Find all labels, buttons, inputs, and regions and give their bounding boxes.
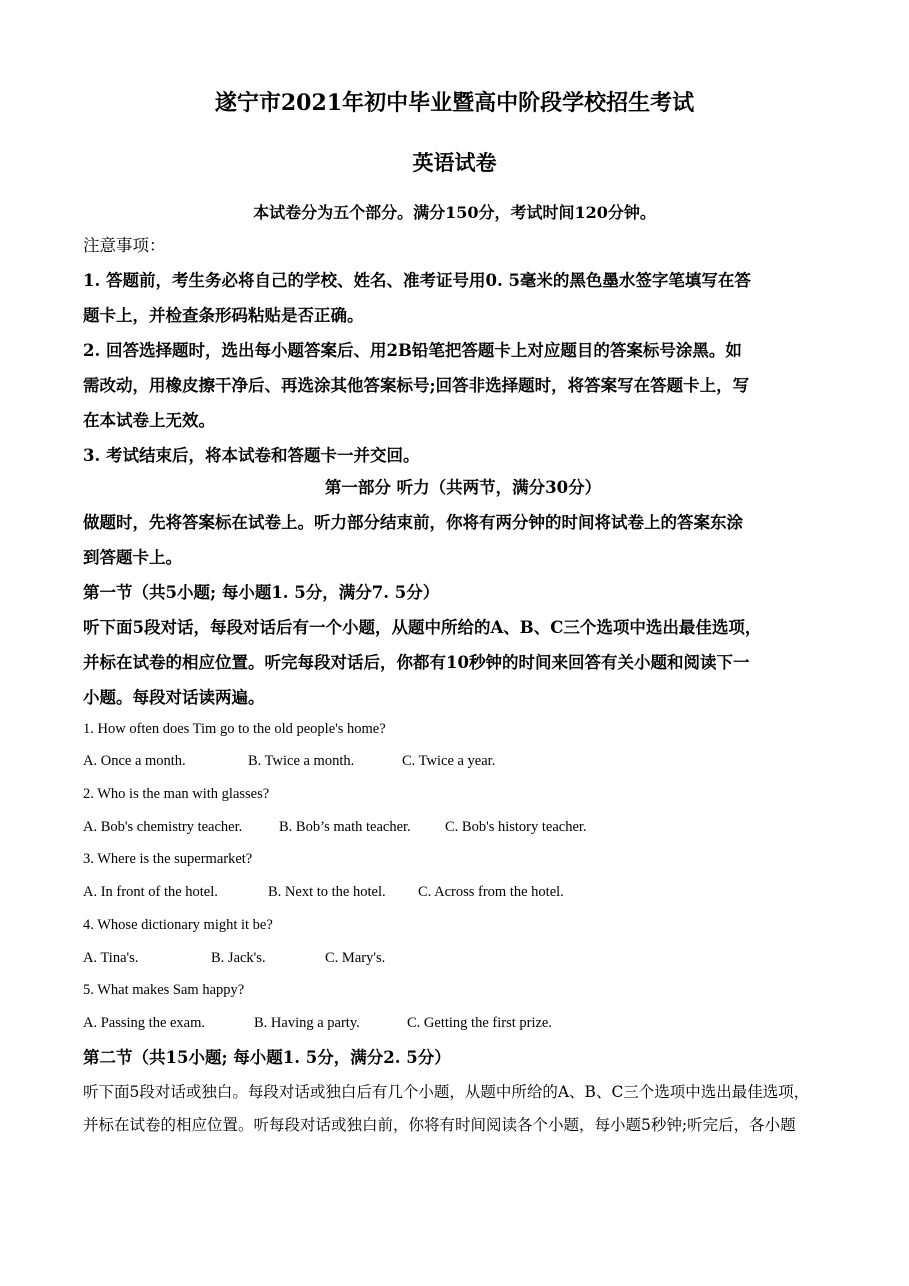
option-c: C. Across from the hotel.: [418, 884, 564, 900]
option-a: A. Once a month.: [83, 753, 186, 769]
option-a: A. Bob's chemistry teacher.: [83, 819, 243, 835]
option-b: B. Having a party.: [254, 1015, 360, 1031]
exam-summary: 本试卷分为五个部分。满分150分，考试时间120分钟。: [253, 203, 656, 222]
section2-instruction: 并标在试卷的相应位置。听每段对话或独白前，你将有时间阅读各个小题，每小题5秒钟;听完后，各小题: [83, 1116, 796, 1134]
section1-instruction: 听下面5段对话，每段对话后有一个小题，从题中所给的A、B、C三个选项中选出最佳选项，: [83, 618, 762, 637]
option-a: A. Tina's.: [83, 950, 139, 966]
notes-line: 1. 答题前，考生务必将自己的学校、姓名、准考证号用0. 5毫米的黑色墨水签字笔填写在答: [83, 271, 751, 290]
option-c: C. Bob's history teacher.: [445, 819, 587, 835]
option-b: B. Next to the hotel.: [268, 884, 386, 900]
section2-instruction: 听下面5段对话或独白。每段对话或独白后有几个小题，从题中所给的A、B、C三个选项中选出最佳选项，: [83, 1083, 810, 1101]
option-b: B. Jack's.: [211, 950, 266, 966]
part1-instruction: 做题时，先将答案标在试卷上。听力部分结束前，你将有两分钟的时间将试卷上的答案东涂: [83, 513, 743, 532]
section2-block: [83, 1076, 843, 1142]
section1-instruction: 并标在试卷的相应位置。听完每段对话后，你都有10秒钟的时间来回答有关小题和阅读下一: [83, 653, 750, 672]
notes-line: 需改动，用橡皮擦干净后、再选涂其他答案标号;回答非选择题时，将答案写在答题卡上，写: [83, 376, 750, 395]
exam-title: 遂宁市2021年初中毕业暨高中阶段学校招生考试: [214, 90, 695, 116]
option-b: B. Twice a month.: [248, 753, 355, 769]
subject-title: 英语试卷: [412, 150, 497, 175]
part1-heading: 第一部分 听力（共两节，满分30分）: [324, 478, 602, 497]
section1-instruction: 小题。每段对话读两遍。: [83, 688, 265, 707]
question-text: 4. Whose dictionary might it be?: [83, 917, 273, 933]
notes-block: [83, 228, 843, 473]
notes-line: 3. 考试结束后，将本试卷和答题卡一并交回。: [83, 446, 420, 465]
notes-line: 题卡上，并检查条形码粘贴是否正确。: [83, 306, 364, 325]
option-c: C. Twice a year.: [402, 753, 496, 769]
notes-line: 2. 回答选择题时，选出每小题答案后、用2B铅笔把答题卡上对应题目的答案标号涂黑。如: [83, 341, 742, 360]
question-text: 1. How often does Tim go to the old people's home?: [83, 721, 386, 737]
option-c: C. Mary's.: [325, 950, 386, 966]
section2-heading: 第二节（共15小题; 每小题1. 5分，满分2. 5分）: [83, 1048, 451, 1067]
option-a: A. In front of the hotel.: [83, 884, 218, 900]
option-c: C. Getting the first prize.: [407, 1015, 552, 1031]
part1-instruction: 到答题卡上。: [83, 548, 182, 567]
section1-heading: 第一节（共5小题; 每小题1. 5分，满分7. 5分）: [83, 583, 440, 602]
question-text: 5. What makes Sam happy?: [83, 982, 245, 998]
notes-line: 在本试卷上无效。: [83, 411, 215, 430]
notes-heading: 注意事项：: [83, 236, 166, 255]
option-b: B. Bob’s math teacher.: [279, 819, 411, 835]
part1-block: [83, 470, 843, 715]
option-a: A. Passing the exam.: [83, 1015, 206, 1031]
question-text: 2. Who is the man with glasses?: [83, 786, 270, 802]
question-text: 3. Where is the supermarket?: [83, 851, 253, 867]
